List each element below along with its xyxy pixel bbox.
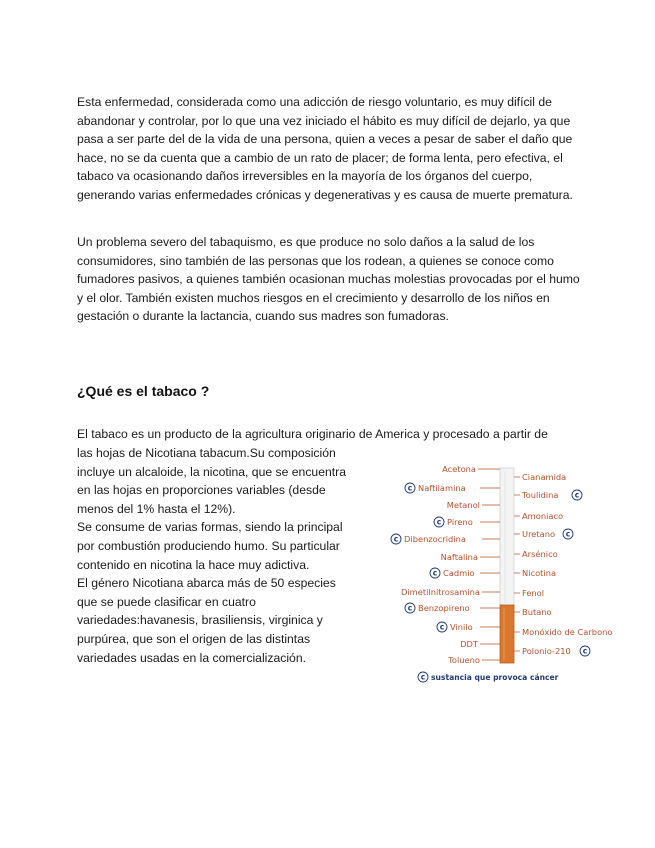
section-heading: ¿Qué es el tabaco ?	[77, 383, 210, 399]
label-amoniaco: Amoniaco	[522, 511, 564, 521]
text-line: las hojas de Nicotiana tabacum.Su composición	[77, 446, 336, 460]
legend-text: sustancia que provoca cáncer	[431, 673, 559, 682]
text-line: variedades usadas en la comercialización.	[77, 650, 306, 665]
label-naftalina: Naftalina	[440, 552, 478, 562]
text-line: menos del 1% hasta el 12%).	[77, 501, 236, 516]
carcinogen-icon: c	[432, 568, 438, 578]
label-ddt: DDT	[460, 639, 478, 649]
label-monoxido-de-carbono: Monóxido de Carbono	[522, 627, 613, 637]
label-pireno: Pireno	[447, 517, 473, 527]
carcinogen-icon: c	[574, 490, 580, 500]
text-line: que se puede clasificar en cuatro	[77, 594, 256, 609]
label-fenol: Fenol	[522, 588, 545, 598]
text-line: contenido en nicotina la hace muy adictiva.	[77, 557, 310, 572]
cigarette-filter	[500, 605, 514, 663]
carcinogen-icon: c	[439, 622, 445, 632]
text-line: variedades:havanesis, brasiliensis, virginica y	[77, 613, 323, 628]
paragraph-tobacco-intro: El tabaco es un producto de la agricultura originario de America y procesado a partir de	[77, 427, 548, 441]
carcinogen-icon: c	[393, 534, 399, 544]
cigarette-paper	[500, 468, 514, 605]
carcinogen-icon: c	[407, 483, 413, 493]
label-metanol: Metanol	[446, 500, 480, 510]
label-butano: Butano	[522, 607, 552, 617]
carcinogen-icon: c	[407, 603, 413, 613]
carcinogen-icon: c	[582, 646, 588, 656]
label-dimetilnitrosamina: Dimetilnitrosamina	[400, 587, 480, 597]
text-line: por combustión produciendo humo. Su particular	[77, 538, 340, 553]
label-nicotina: Nicotina	[522, 568, 557, 578]
carcinogen-icon: c	[565, 529, 571, 539]
label-benzopireno: Benzopireno	[418, 603, 470, 613]
label-naftilamina: Naftilamina	[418, 483, 466, 493]
paragraph-addiction: Esta enfermedad, considerada como una adicción de riesgo voluntario, es muy difícil de abandonar y controlar, por lo que una vez iniciado el hábito es muy difícil de dejarlo, ya que pasa a ser parte del de la vida de una persona, quien a veces a pesar de saber el daño que hace, no se da cuenta que a cambio de un rato de placer; de forma lenta, pero efectiva, el tabaco va ocasionando daños irreversibles en la mayoría de los órganos del cuerpo, generando varias enfermedades crónicas y degenerativas y es causa de muerte prematura.	[77, 95, 573, 202]
cigarette-components-diagram	[376, 455, 636, 690]
carcinogen-icon: c	[420, 672, 426, 682]
text-line: en las hojas en proporciones variables (desde	[77, 483, 326, 498]
carcinogen-icon: c	[436, 517, 442, 527]
label-cianamida: Cianamida	[522, 472, 567, 482]
text-line: purpúrea, que son el origen de las distintas	[77, 631, 311, 646]
text-line: Se consume de varias formas, siendo la principal	[77, 520, 343, 535]
label-arsenico: Arsénico	[522, 549, 558, 559]
label-acetona: Acetona	[442, 464, 476, 474]
label-polonio-210: Polonio-210	[522, 646, 571, 656]
label-dibenzocridina: Dibenzocridina	[404, 534, 466, 544]
tobacco-description	[77, 444, 362, 667]
label-cadmio: Cadmio	[443, 568, 475, 578]
text-line: El género Nicotiana abarca más de 50 especies	[77, 576, 336, 591]
paragraph-passive-smokers: Un problema severo del tabaquismo, es que produce no solo daños a la salud de los consumidores, sino también de las personas que los rodean, a quienes se conoce como fumadores pasivos, a quienes también ocasionan muchas molestias provocadas por el humo y el olor. También existen muchos riesgos en el crecimiento y desarrollo de los niños en gestación o durante la lactancia, cuando sus madres son fumadoras.	[77, 235, 580, 324]
text-line: incluye un alcaloide, la nicotina, que se encuentra	[77, 464, 346, 479]
label-tolueno: Tolueno	[448, 655, 480, 665]
label-vinilo: Vinilo	[450, 622, 473, 632]
label-toulidina: Toulidina	[522, 490, 559, 500]
label-uretano: Uretano	[522, 529, 556, 539]
